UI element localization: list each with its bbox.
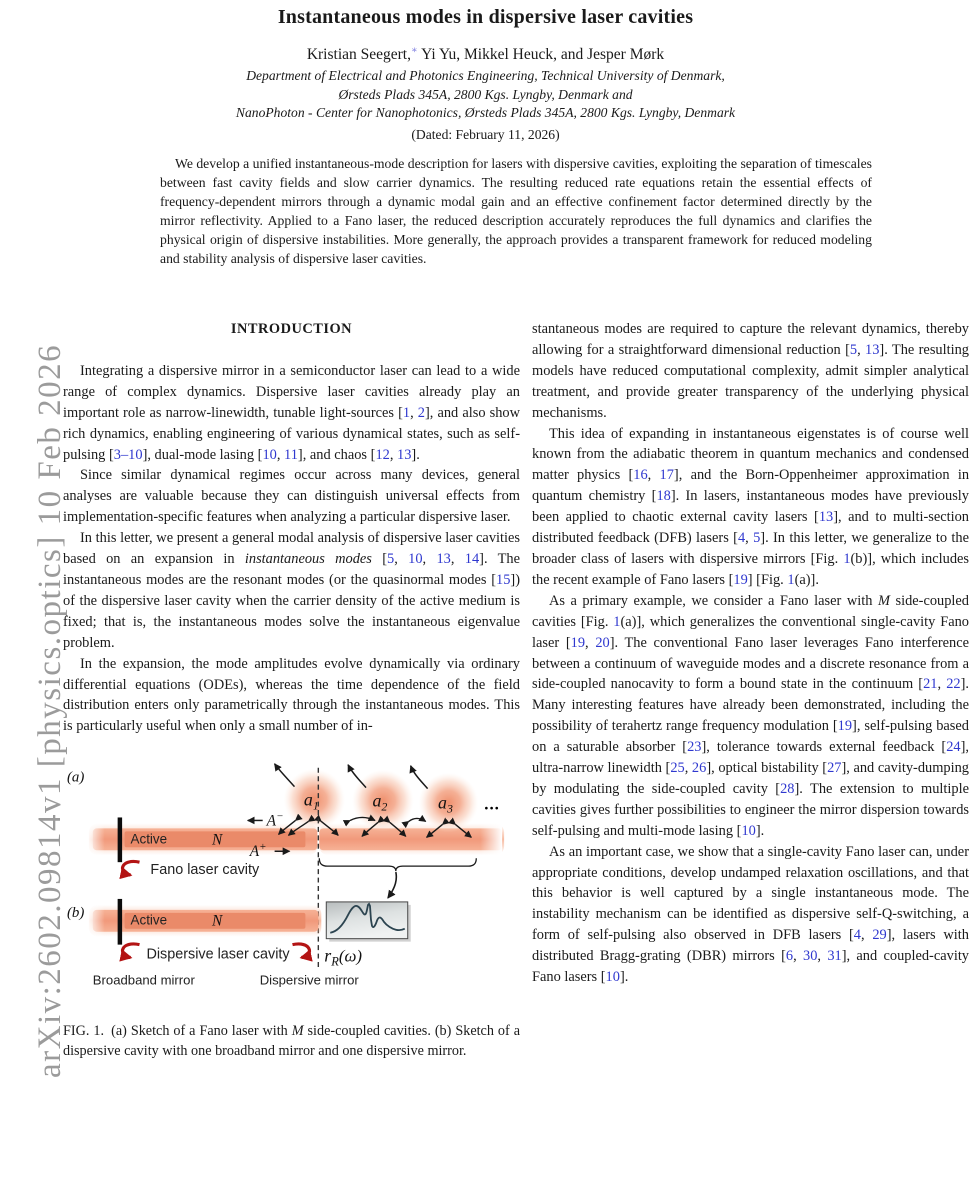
authors-pre: Kristian Seegert, <box>306 46 411 64</box>
reflectivity-symbol: r <box>324 945 332 966</box>
nanocavity-a3 <box>419 773 479 833</box>
citation-link[interactable]: 1 <box>402 404 411 421</box>
dispersive-cavity-roundtrip-icon-right <box>292 944 309 958</box>
a-plus-sup: + <box>259 841 267 854</box>
svg-text:A+ <box>249 841 267 860</box>
dispersive-mirror-spectrum <box>326 902 410 942</box>
citation-link[interactable]: 6 <box>785 948 794 965</box>
cavity-1-sub: 1 <box>312 798 319 813</box>
a-minus-symbol: A <box>266 812 277 830</box>
citation-link[interactable]: 3–10 <box>113 446 143 463</box>
a-minus-sup: − <box>276 810 284 823</box>
affiliations <box>0 67 971 123</box>
header <box>0 0 971 143</box>
reflectivity-sub: R <box>331 954 339 969</box>
citation-link[interactable]: 26 <box>691 760 707 777</box>
citation-link[interactable]: 27 <box>827 760 842 777</box>
dispersive-mirror-brace <box>319 858 476 871</box>
authors-post: Yi Yu, Mikkel Heuck, and Jesper Mørk <box>417 46 665 64</box>
citation-link[interactable]: 15 <box>496 571 511 588</box>
citation-link[interactable]: 10 <box>408 551 423 568</box>
citation-link[interactable]: 22 <box>946 676 961 693</box>
dispersive-cavity-roundtrip-icon-left <box>123 944 140 958</box>
panel-a-label: (a) <box>66 769 85 786</box>
citation-link[interactable]: 5 <box>849 341 858 358</box>
citation-link[interactable]: 11 <box>284 446 298 463</box>
broadband-mirror-a <box>118 818 122 863</box>
cavity-3-sub: 3 <box>446 801 453 816</box>
citation-link[interactable]: 31 <box>827 948 842 965</box>
date-line: (Dated: February 11, 2026) <box>411 126 560 142</box>
citation-link[interactable]: 13 <box>397 446 412 463</box>
citation-link[interactable]: 13 <box>436 551 451 568</box>
carrier-density-label-b: N <box>212 912 223 930</box>
citation-link[interactable]: 17 <box>659 467 674 484</box>
figure-1 <box>63 759 520 1017</box>
fano-cavity-label: Fano laser cavity <box>150 862 260 879</box>
right-paragraph-4: As an important case, we show that a single-cavity Fano laser can, under appropriate conditions, develop undamped relaxation oscillations, and that this behavior is well captured by a single instantaneous mode. The instability mechanism can be identified as dispersive self-Q-switching, a form of self-pulsing also observed in DFB lasers [4, 29], lasers with distributed Bragg-grating (DBR) mirrors [6, 30, 31], and coupled-cavity Fano lasers [10]. <box>532 843 970 986</box>
footnote-asterisk-link[interactable]: ∗ <box>410 45 418 56</box>
abstract: We develop a unified instantaneous-mode description for lasers with dispersive cavities, exploiting the separation of timescales between fast cavity fields and slow carrier dynamics. The resulting reduced rate equations retain the essential effects of frequency-dependent mirrors through a dynamic modal gain and an effective confinement factor determined directly by the mirror reflectivity. Applied to a Fano laser, the reduced description accurately reproduces the full dynamics and clarifies the physical origin of dispersive instabilities. More generally, the approach provides a transparent framework for reduced modeling and stability analysis of dispersive laser cavities. <box>160 156 872 266</box>
citation-link[interactable]: 25 <box>670 760 685 777</box>
citation-link[interactable]: 28 <box>780 780 795 797</box>
intro-paragraph-1: Integrating a dispersive mirror in a semiconductor laser can lead to a wide range of complex dynamics. Dispersive laser cavities already play an important role as narrow-linewidth, tunable light-sources [1, 2], and also show rich dynamics, enabling engineering of various dynamical states, such as self-pulsing [3–10], dual-mode lasing [10, 11], and chaos [12, 13]. <box>63 362 521 463</box>
citation-link[interactable]: 19 <box>733 571 748 588</box>
dispersive-mirror-label: Dispersive mirror <box>259 972 359 988</box>
arxiv-banner: arXiv:2602.09814v1 [physics.optics] 10 Feb 2026 <box>32 343 68 1078</box>
citation-link[interactable]: 4 <box>737 530 746 547</box>
citation-link[interactable]: 20 <box>595 634 610 651</box>
cavity-2-symbol: a <box>372 790 382 811</box>
figure-1-graphic <box>63 759 520 1017</box>
affiliation-line-3: NanoPhoton - Center for Nanophotonics, Ørsteds Plads 345A, 2800 Kgs. Lyngby, Denmark <box>235 105 736 121</box>
right-paragraph-2: This idea of expanding in instantaneous eigenstates is of course well known from the adiabatic theorem in quantum mechanics and condensed matter physics [16, 17], and the Born-Oppenheimer approximation in quantum chemistry [18]. In lasers, instantaneous modes have previously been applied to chaotic external cavity lasers [13], and to multi-section distributed feedback (DFB) lasers [4, 5]. In this letter, we generalize to the broader class of lasers with dispersive mirrors [Fig. 1(b)], which includes the recent example of Fano lasers [19] [Fig. 1(a)]. <box>532 425 970 588</box>
right-column <box>532 305 969 988</box>
citation-link[interactable]: 4 <box>853 927 861 944</box>
author-line <box>0 45 971 64</box>
active-label-b: Active <box>130 912 168 928</box>
figure-1-caption: FIG. 1. (a) Sketch of a Fano laser with M side-coupled cavities. (b) Sketch of a dispersive cavity with one broadband mirror and one dispersive mirror. <box>63 1023 521 1060</box>
citation-link[interactable]: 1 <box>843 550 851 567</box>
dispersive-cavity-label: Dispersive laser cavity <box>146 946 290 963</box>
carrier-density-label-a: N <box>212 831 223 849</box>
citation-link[interactable]: 13 <box>818 509 834 526</box>
a-plus-symbol: A <box>249 843 260 861</box>
active-label-a: Active <box>130 831 168 847</box>
broadband-mirror-label: Broadband mirror <box>92 972 195 988</box>
right-paragraph-1: stantaneous modes are required to capture the relevant dynamics, thereby allowing for a straightforward dimensional reduction [5, 13]. The resulting models have reduced computational complexity, admit simpler analytical treatment, and provide greater transparency of the underlying physical mechanisms. <box>532 321 969 421</box>
cavity-3-symbol: a <box>438 792 447 813</box>
fano-cavity-roundtrip-icon <box>123 862 140 876</box>
brace-to-spectrum-arrow <box>388 872 396 898</box>
citation-link[interactable]: 12 <box>375 446 390 463</box>
nanocavity-a2 <box>352 770 414 832</box>
intro-paragraph-4: In the expansion, the mode amplitudes evolve dynamically via ordinary differential equations (ODEs), whereas the time dependence of the field distribution enters only parametrically through the instantaneous modes. This is particularly useful when only a small number of in- <box>63 655 520 735</box>
citation-link[interactable]: 14 <box>464 551 480 568</box>
citation-link[interactable]: 10 <box>262 446 277 463</box>
reflectivity-arg: (ω) <box>338 946 363 966</box>
affiliation-line-1: Department of Electrical and Photonics Engineering, Technical University of Denmark, <box>246 68 725 84</box>
citation-link[interactable]: 5 <box>387 551 395 568</box>
broadband-mirror-b <box>118 899 122 945</box>
citation-link[interactable]: 23 <box>687 739 702 756</box>
cavity-1-symbol: a <box>303 789 313 810</box>
citation-link[interactable]: 16 <box>633 467 648 484</box>
ellipsis-more-cavities: ... <box>484 794 500 814</box>
page-title: Instantaneous modes in dispersive laser cavities <box>277 6 694 28</box>
citation-link[interactable]: 21 <box>923 676 938 693</box>
right-paragraph-3: As a primary example, we consider a Fano laser with M side-coupled cavities [Fig. 1(a)], which generalizes the conventional single-cavity Fano laser [19, 20]. The conventional Fano laser leverages Fano interference between a continuum of waveguide modes and a discrete resonance from a side-coupled nanocavity to form a bound state in the continuum [21, 22]. Many interesting features have already been demonstrated, including the possibility of terahertz range frequency modulation [19], self-pulsing based on a saturable absorber [23], tolerance towards external feedback [24], ultra-narrow linewidth [25, 26], optical bistability [27], and cavity-dumping by modulating the side-coupled cavity [28]. The extension to multiple cavities gives further possibilities to engineer the mirror dispersion towards self-pulsing and multi-mode lasing [10]. <box>532 592 970 839</box>
citation-link[interactable]: 10 <box>605 969 620 986</box>
citation-link[interactable]: 19 <box>570 634 586 651</box>
citation-link[interactable]: 10 <box>741 822 756 839</box>
citation-link[interactable]: 1 <box>613 613 621 630</box>
affiliation-line-2: Ørsteds Plads 345A, 2800 Kgs. Lyngby, Denmark and <box>338 86 633 102</box>
citation-link[interactable]: 30 <box>803 948 818 965</box>
intro-paragraph-2: Since similar dynamical regimes occur across many devices, general analyses are valuable because they can distinguish universal effects from implementation-specific features when analyzing a particular dispersive laser. <box>63 467 520 526</box>
section-heading-introduction: INTRODUCTION <box>230 321 353 337</box>
mirror-reflectivity-label <box>324 946 362 969</box>
intro-paragraph-3: In this letter, we present a general modal analysis of dispersive laser cavities based on an expansion in instantaneous modes [5, 10, 13, 14]. The instantaneous modes are the resonant modes (or the quasinormal modes [15]) of the dispersive laser cavity when the carrier density of the active medium is fixed; that is, the instantaneous modes solve the instantaneous eigenvalue problem. <box>63 530 520 651</box>
panel-b-label: (b) <box>66 905 85 922</box>
nanocavity-a1 <box>284 769 346 831</box>
left-column <box>63 305 520 1061</box>
citation-link[interactable]: 24 <box>946 739 961 756</box>
citation-link[interactable]: 5 <box>753 530 761 547</box>
citation-link[interactable]: 1 <box>787 571 795 588</box>
citation-link[interactable]: 29 <box>872 927 887 944</box>
citation-link[interactable]: 18 <box>656 488 671 505</box>
citation-link[interactable]: 19 <box>837 718 853 735</box>
cavity-2-sub: 2 <box>381 799 388 814</box>
citation-link[interactable]: 2 <box>417 404 425 421</box>
citation-link[interactable]: 13 <box>865 341 880 358</box>
